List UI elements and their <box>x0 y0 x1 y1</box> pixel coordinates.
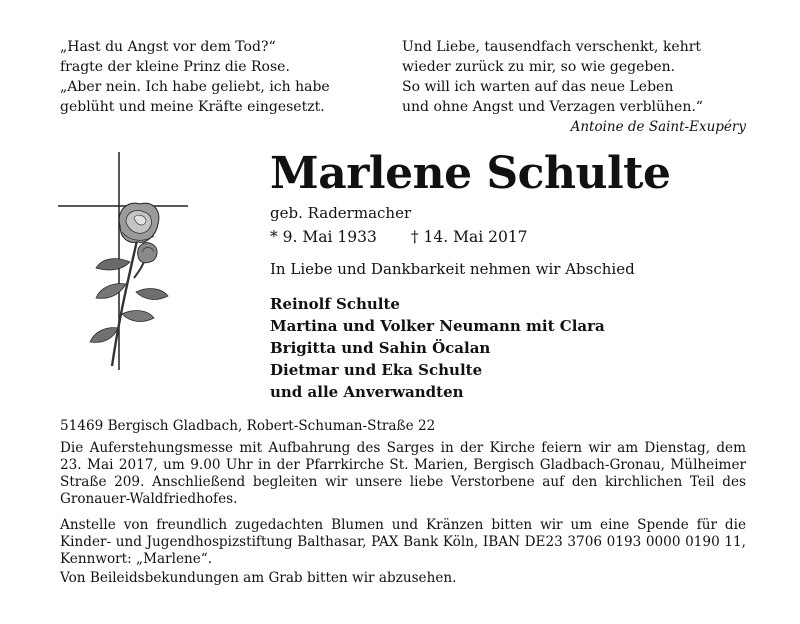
mourners-list <box>270 293 605 403</box>
mourner: Brigitta und Sahin Öcalan <box>270 339 491 357</box>
quote-left-column <box>60 37 330 117</box>
mourner: Martina und Volker Neumann mit Clara <box>270 317 605 335</box>
deceased-name: Marlene Schulte <box>270 148 671 199</box>
life-dates <box>270 228 528 246</box>
quote-line: wieder zurück zu mir, so wie gegeben. <box>402 59 676 75</box>
mass-announcement: Die Auferstehungsmesse mit Aufbahrung des Sarges in der Kirche feiern wir am Dienstag, dem 23. Mai 2017, um 9.00 Uhr in der Pfarrkirche St. Marien, Bergisch Gladbach-Gronau, Mülheimer Straße 209. Anschließend begleiten wir unsere liebe Verstorbene auf den kirchlichen Teil des Gronauer-Waldfriedhofes. <box>60 440 746 507</box>
rose-bud <box>138 243 157 263</box>
mourner: Dietmar und Eka Schulte <box>270 361 483 379</box>
quote-line: fragte der kleine Prinz die Rose. <box>60 59 290 75</box>
mourner: Reinolf Schulte <box>270 295 400 313</box>
quote-author: Antoine de Saint-Exupéry <box>570 119 746 135</box>
farewell-line: In Liebe und Dankbarkeit nehmen wir Abschied <box>270 260 635 278</box>
quote-line: und ohne Angst und Verzagen verblühen.“ <box>402 99 703 115</box>
quote-line: Und Liebe, tausendfach verschenkt, kehrt <box>402 39 702 55</box>
death-date: † 14. Mai 2017 <box>410 228 528 246</box>
quote-line: „Hast du Angst vor dem Tod?“ <box>60 39 276 55</box>
quote-line: geblüht und meine Kräfte eingesetzt. <box>60 99 325 115</box>
rose-blossom <box>119 203 159 242</box>
birth-date: * 9. Mai 1933 <box>270 228 377 246</box>
quote-right-column <box>402 37 703 117</box>
mourner: und alle Anverwandten <box>270 383 464 401</box>
quote-line: So will ich warten auf das neue Leben <box>402 79 674 95</box>
quote-line: „Aber nein. Ich habe geliebt, ich habe <box>60 79 330 95</box>
maiden-name: geb. Radermacher <box>270 204 412 222</box>
family-address: 51469 Bergisch Gladbach, Robert-Schuman-Straße 22 <box>60 418 436 434</box>
cross-with-rose-icon <box>58 152 188 370</box>
donation-request: Anstelle von freundlich zugedachten Blumen und Kränzen bitten wir um eine Spende für die Kinder- und Jugendhospizstiftung Balthasar, PAX Bank Köln, IBAN DE23 3706 0193 0000 0190 11, Kennwort: „Marlene“. <box>60 517 746 567</box>
condolence-note: Von Beileidsbekundungen am Grab bitten wir abzusehen. <box>60 570 457 586</box>
